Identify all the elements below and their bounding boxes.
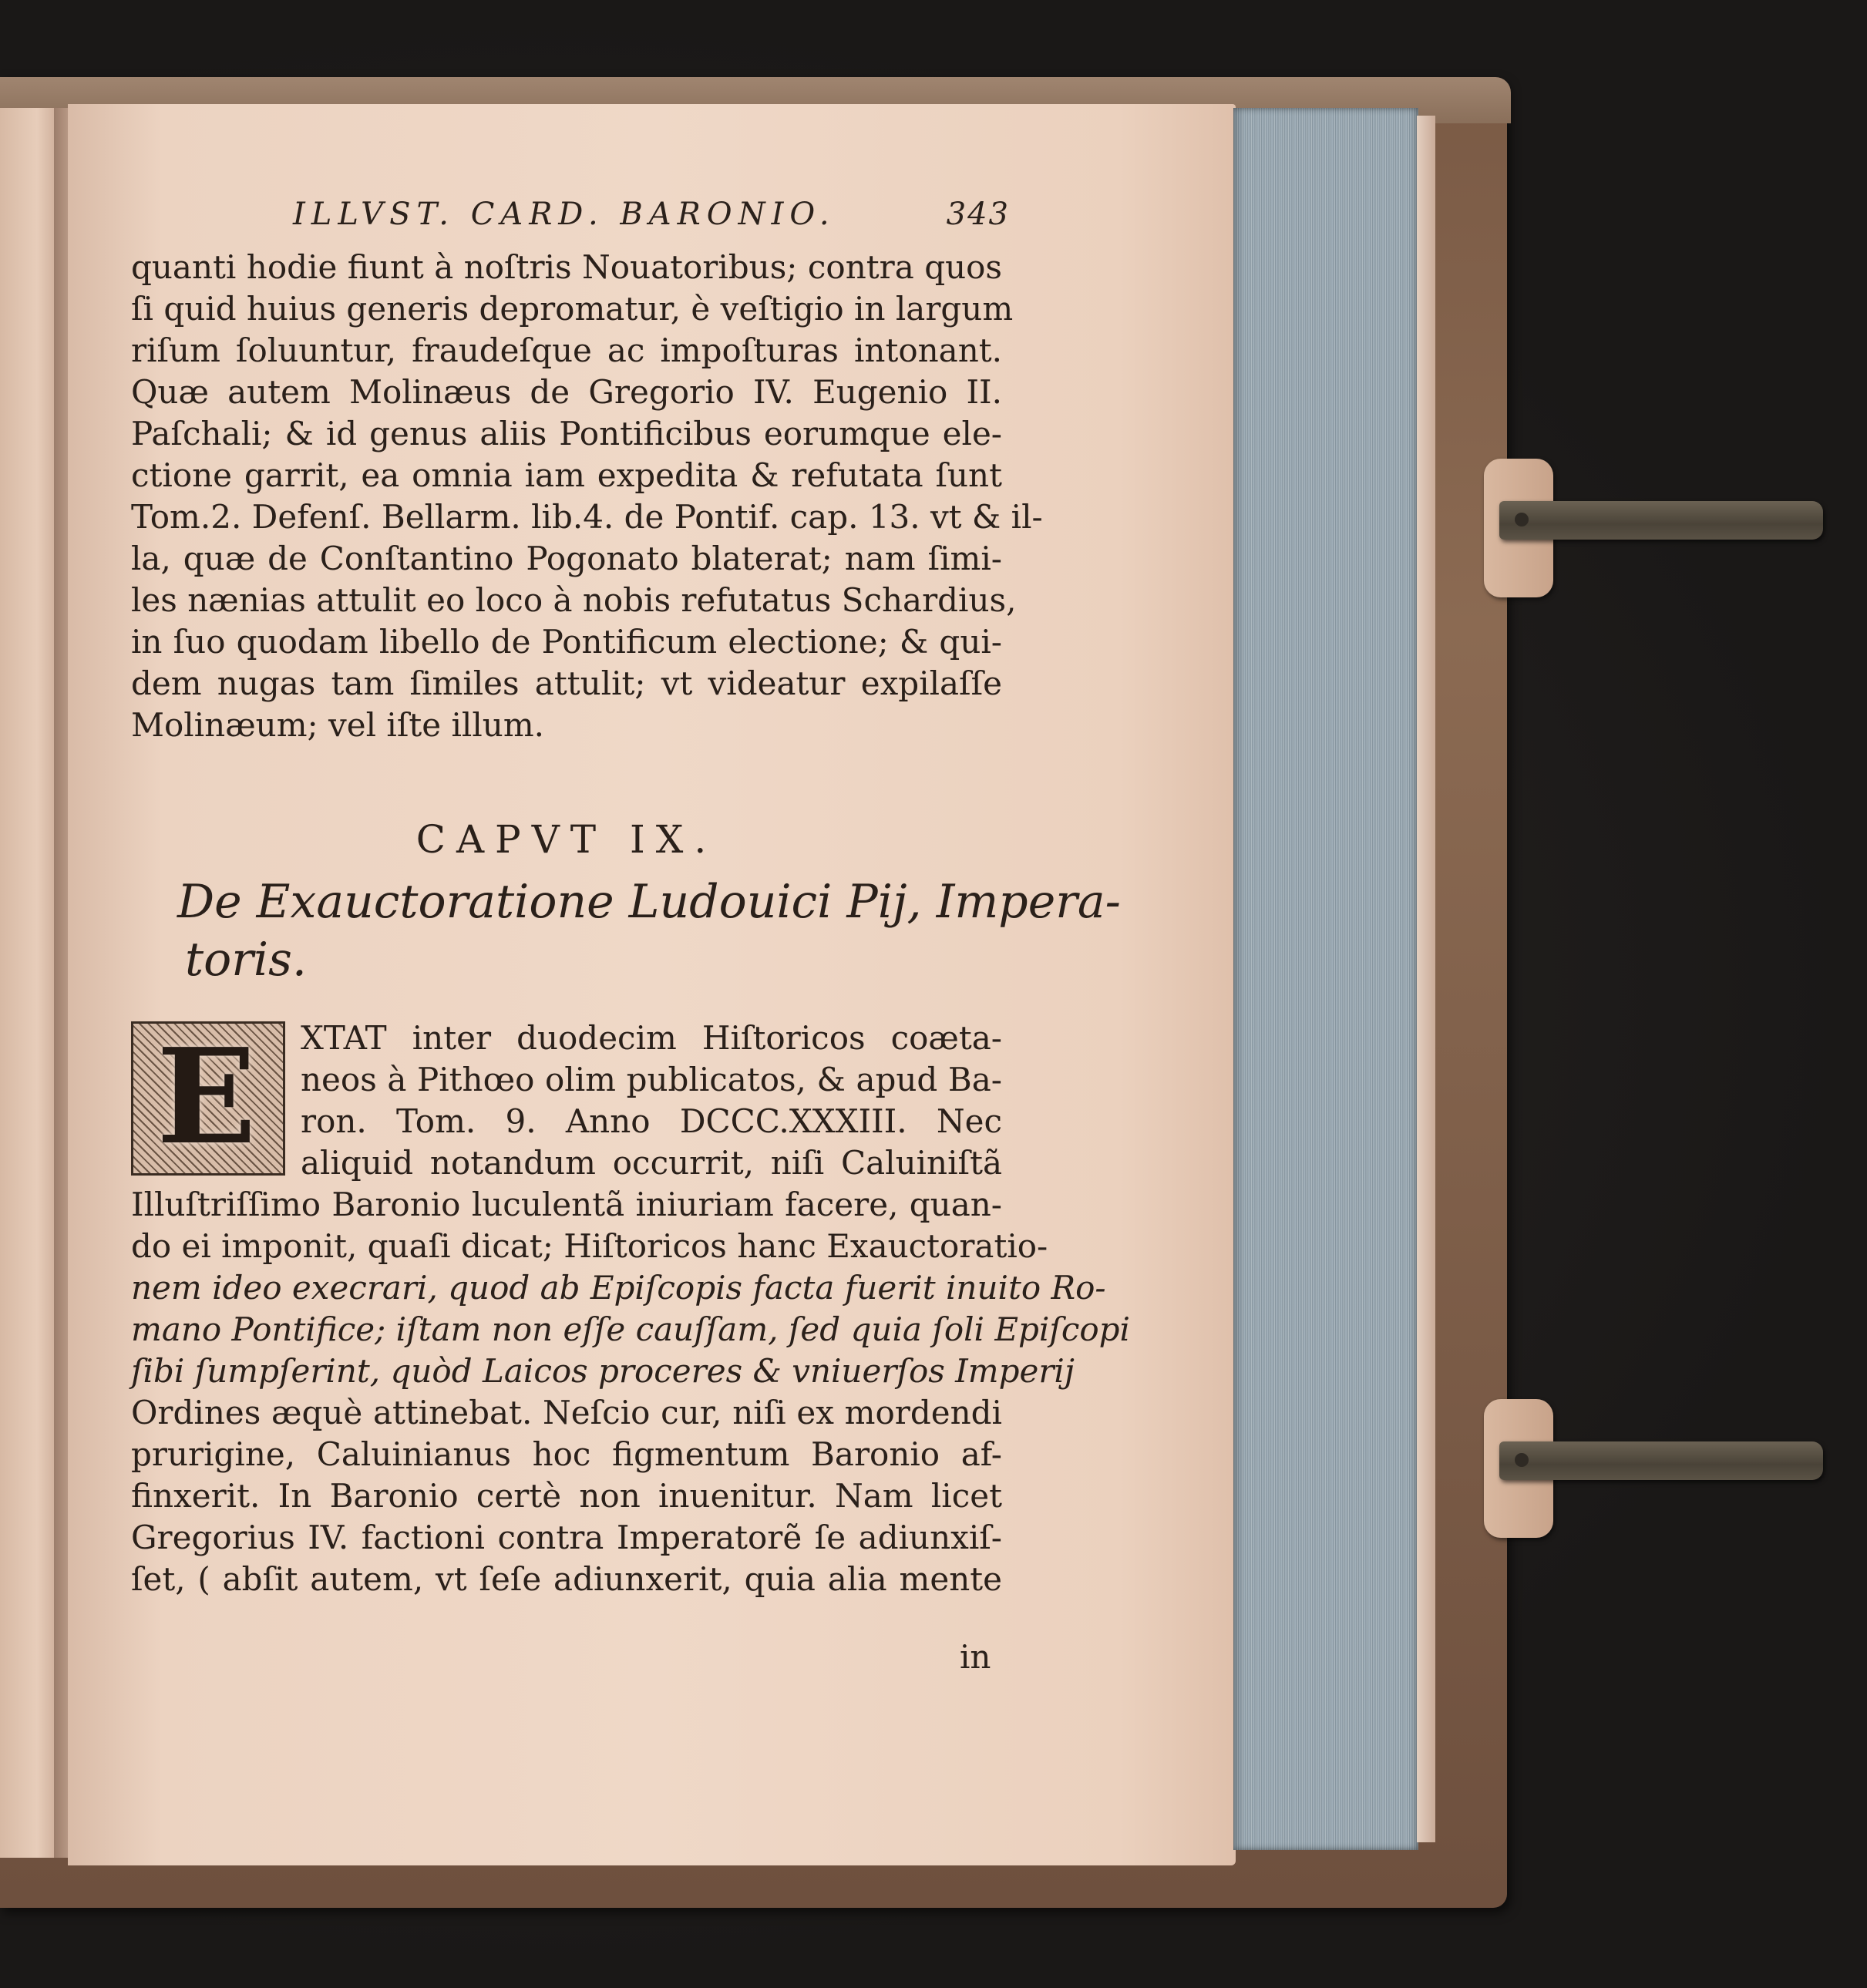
text-line: Illuſtriſſimo Baronio luculentã iniuriam facere, quan- xyxy=(131,1186,1002,1223)
running-head xyxy=(293,197,1010,243)
chapter-title-line-2: toris. xyxy=(185,933,307,987)
text-line: prurigine, Caluinianus hoc figmentum Baronio af- xyxy=(131,1435,1002,1473)
text-line: quanti hodie fiunt à noſtris Nouatoribus; contra quos xyxy=(131,248,1002,286)
text-line: ctione garrit, ea omnia iam expedita & refutata ſunt xyxy=(131,456,1002,494)
text-line: Tom.2. Defenſ. Bellarm. lib.4. de Pontif. cap. 13. vt & il- xyxy=(131,498,1043,536)
clasp-rivet xyxy=(1515,1453,1529,1467)
text-line: nem ideo execrari, quod ab Epiſcopis facta fuerit inuito Ro- xyxy=(131,1269,1106,1307)
text-line: aliquid notandum occurrit, niſi Caluiniſtã xyxy=(301,1144,1002,1182)
text-line: finxerit. In Baronio certè non inuenitur. Nam licet xyxy=(131,1477,1002,1515)
text-line: les nænias attulit eo loco à nobis refutatus Schardius, xyxy=(131,581,1017,619)
decorated-initial xyxy=(131,1021,285,1176)
text-line: ſi quid huius generis depromatur, è veſtigio in largum xyxy=(131,290,1014,328)
text-line: la, quæ de Conſtantino Pogonato blaterat; nam ſimi- xyxy=(131,540,1002,577)
text-line: mano Pontifice; iſtam non eſſe cauſſam, ſed quia ſoli Epiſcopi xyxy=(131,1310,1130,1348)
chapter-title-line-1: De Exauctoratione Ludouici Pij, Impera- xyxy=(177,875,1121,929)
page-block-fore-edge xyxy=(1233,108,1418,1850)
clasp-strap xyxy=(1499,501,1823,540)
text-line: Quæ autem Molinæus de Gregorio IV. Eugenio II. xyxy=(131,373,1002,411)
clasp-strap xyxy=(1499,1441,1823,1480)
running-head-title: ILLVST. CARD. BARONIO. xyxy=(293,197,836,232)
board-edge xyxy=(1417,116,1435,1842)
text-line: Molinæum; vel iſte illum. xyxy=(131,706,545,744)
text-line: Paſchali; & id genus aliis Pontificibus eorumque ele- xyxy=(131,415,1002,452)
text-line: Ordines æquè attinebat. Neſcio cur, niſi ex mordendi xyxy=(131,1394,1002,1431)
text-line: ſet, ( abſit autem, vt ſeſe adiunxerit, quia alia mente xyxy=(131,1560,1002,1598)
clasp-rivet xyxy=(1515,513,1529,526)
text-line: neos à Pithœo olim publicatos, & apud Ba- xyxy=(301,1061,1002,1098)
text-line: Gregorius IV. factioni contra Imperatorẽ ſe adiunxiſ- xyxy=(131,1519,1002,1556)
chapter-heading: CAPVT IX. xyxy=(415,817,718,862)
text-line: dem nugas tam ſimiles attulit; vt videatur expilaſſe xyxy=(131,664,1002,702)
text-line: do ei imponit, quaſi dicat; Hiſtoricos hanc Exauctoratio- xyxy=(131,1227,1048,1265)
verso-page-edge xyxy=(0,108,62,1858)
catchword: in xyxy=(960,1638,991,1676)
text-line: ſibi ſumpſerint, quòd Laicos proceres & vniuerſos Imperij xyxy=(131,1352,1075,1390)
page-number: 343 xyxy=(946,197,1010,232)
text-line: ron. Tom. 9. Anno DCCC.XXXIII. Nec xyxy=(301,1102,1002,1140)
upper-clasp xyxy=(1484,478,1823,532)
decorated-initial-letter: E xyxy=(156,1020,257,1174)
lower-clasp xyxy=(1484,1418,1823,1472)
text-line: XTAT inter duodecim Hiſtoricos coæta- xyxy=(301,1019,1002,1057)
text-line: in ſuo quodam libello de Pontificum electione; & qui- xyxy=(131,623,1002,661)
text-line: riſum ſoluuntur, fraudeſque ac impoſturas intonant. xyxy=(131,331,1002,369)
